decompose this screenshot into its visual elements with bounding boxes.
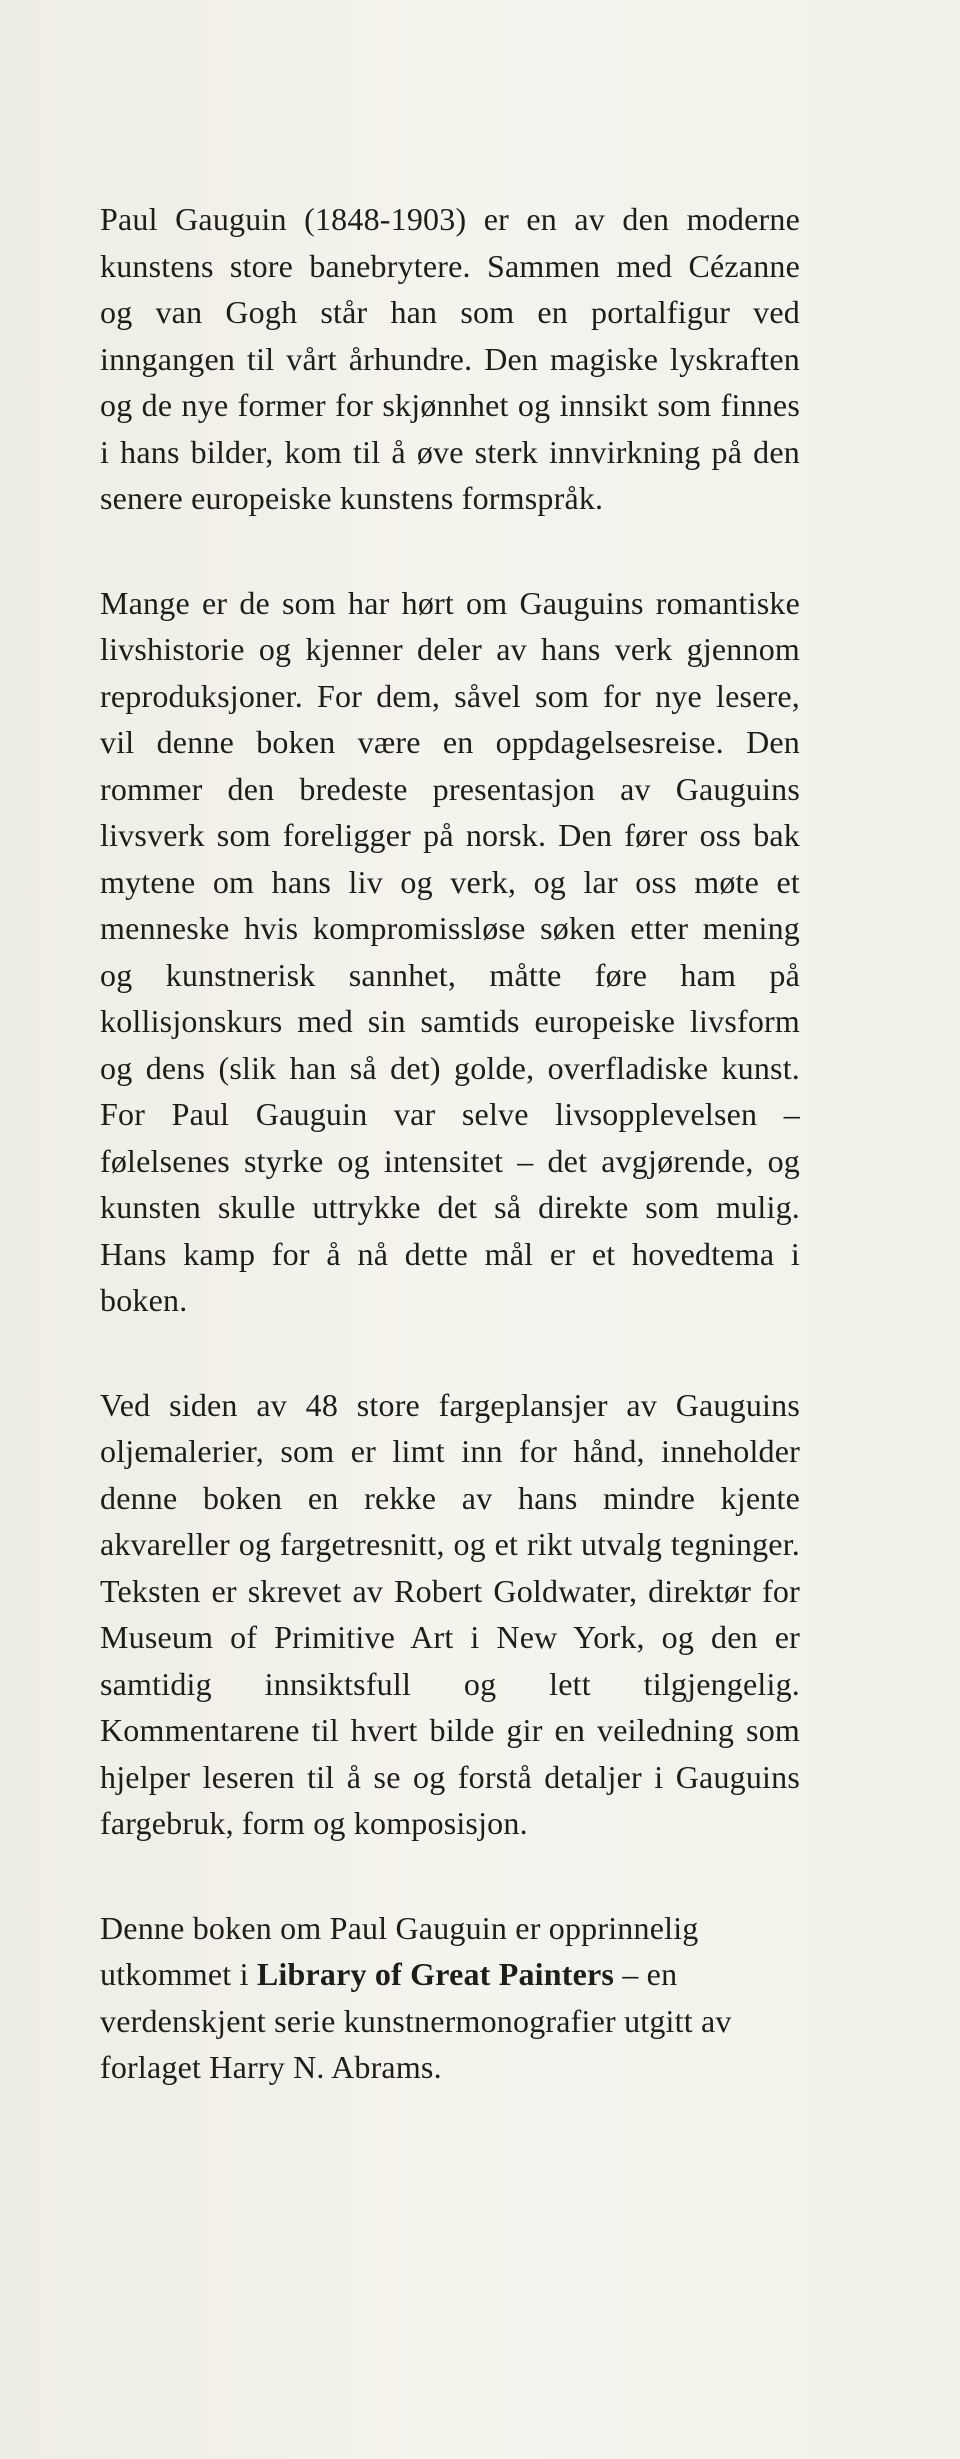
publication-note-start: Denne boken om Paul Gauguin er opprinnelig utkommet i (100, 1909, 699, 1992)
paragraph-life-story: Mange er de som har hørt om Gauguins romantiske livshistorie og kjenner deler av hans verk gjennom reproduksjoner. For dem, såvel som for nye lesere, vil denne boken være en oppdagelsesreise. Den rommer den bredeste presentasjon av Gauguins livsverk som foreligger på norsk. Den fører oss bak mytene om hans liv og verk, og lar oss møte et menneske hvis kompromissløse søken etter mening og kunstnerisk sannhet, måtte føre ham på kollisjonskurs med sin samtids europeiske livsform og dens (slik han så det) golde, overfladiske kunst. For Paul Gauguin var selve livsopplevelsen – følelsenes styrke og intensitet – det avgjørende, og kunsten skulle uttrykke det så direkte som mulig. Hans kamp for å nå dette mål er et hovedtema i boken. (100, 584, 800, 1318)
flap-text-block (100, 196, 800, 2091)
paragraph-intro: Paul Gauguin (1848-1903) er en av den moderne kunstens store banebrytere. Sammen med Cézanne og van Gogh står han som en portalfigur ved inngangen til vårt århundre. Den magiske lyskraften og de nye former for skjønnhet og innsikt som finnes i hans bilder, kom til å øve sterk innvirkning på den senere europeiske kunstens formspråk. (100, 201, 800, 516)
series-title: Library of Great Painters (256, 1956, 615, 1992)
paragraph-book-contents: Ved siden av 48 store fargeplansjer av Gauguins oljemalerier, som er limt inn for hånd, inneholder denne boken en rekke av hans mindre kjente akvareller og fargetresnitt, og et rikt utvalg tegninger. Teksten er skrevet av Robert Goldwater, direktør for Museum of Primitive Art i New York, og den er samtidig innsiktsfull og lett tilgjengelig. Kommentarene til hvert bilde gir en veiledning som hjelper leseren til å se og forstå detaljer i Gauguins fargebruk, form og komposisjon. (100, 1386, 800, 1841)
publication-note-end: – en verdenskjent serie kunstnermonografier utgitt av forlaget Harry N. Abrams. (100, 1956, 732, 2085)
paragraph-publication-note (100, 1905, 800, 2091)
